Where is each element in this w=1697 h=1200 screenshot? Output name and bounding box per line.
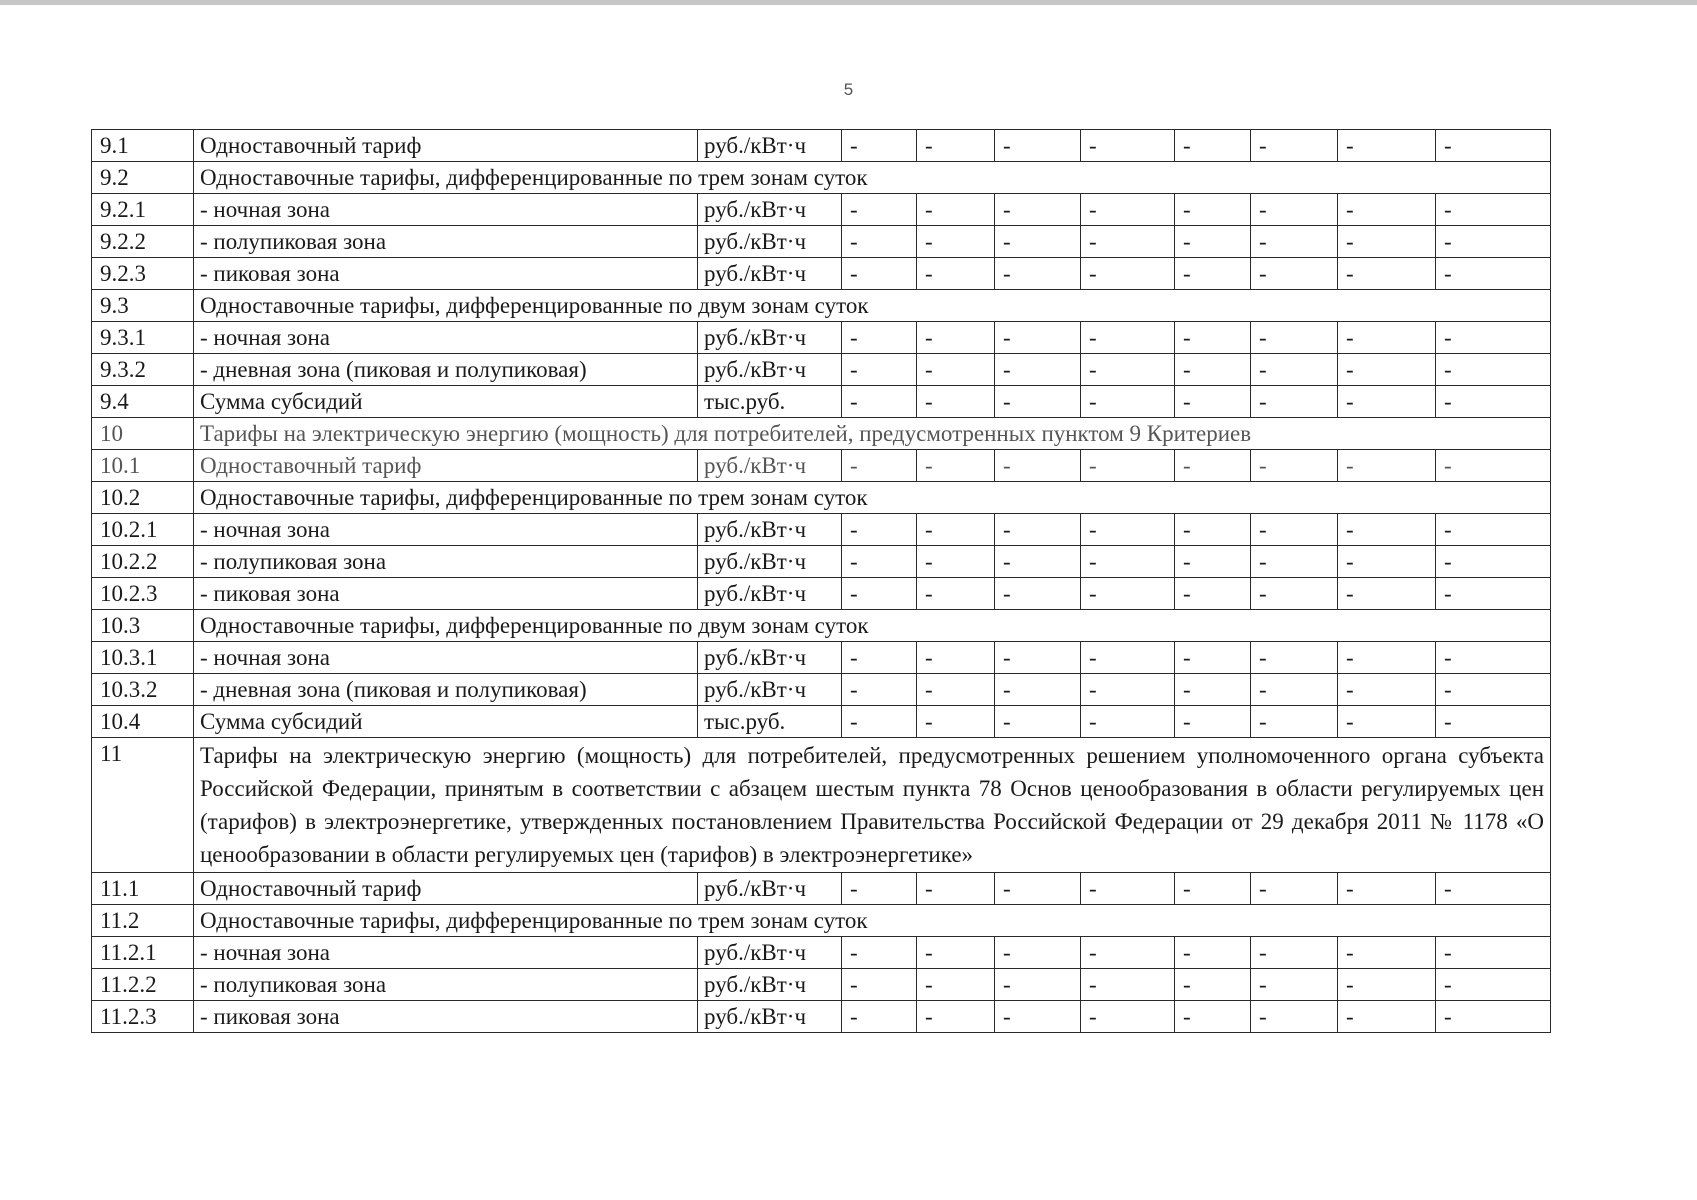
table-row — [92, 258, 1551, 290]
value-cell: - — [1081, 258, 1175, 290]
value-cell: - — [1436, 969, 1551, 1001]
value-cell: - — [1436, 546, 1551, 578]
row-label: Одноставочный тариф — [194, 130, 698, 162]
value-cell: - — [917, 226, 995, 258]
value-cell: - — [1251, 1001, 1338, 1033]
value-cell: - — [1251, 130, 1338, 162]
value-cell: - — [1436, 873, 1551, 905]
row-number: 11.2 — [92, 905, 194, 937]
row-number: 10 — [92, 418, 194, 450]
row-number: 10.3.2 — [92, 674, 194, 706]
value-cell: - — [1338, 1001, 1436, 1033]
value-cell: - — [1251, 674, 1338, 706]
value-cell: - — [1436, 578, 1551, 610]
value-cell: - — [1081, 322, 1175, 354]
value-cell: - — [1251, 258, 1338, 290]
value-cell: - — [842, 322, 917, 354]
row-number: 9.4 — [92, 386, 194, 418]
value-cell: - — [1338, 578, 1436, 610]
value-cell: - — [1175, 130, 1251, 162]
value-cell: - — [917, 578, 995, 610]
value-cell: - — [1338, 322, 1436, 354]
value-cell: - — [1436, 937, 1551, 969]
value-cell: - — [917, 130, 995, 162]
value-cell: - — [1081, 873, 1175, 905]
row-label: - пиковая зона — [194, 1001, 698, 1033]
row-number: 10.3 — [92, 610, 194, 642]
table-row — [92, 674, 1551, 706]
table-row — [92, 610, 1551, 642]
table-row — [92, 905, 1551, 937]
table-row — [92, 578, 1551, 610]
value-cell: - — [995, 546, 1081, 578]
value-cell: - — [995, 642, 1081, 674]
value-cell: - — [1251, 969, 1338, 1001]
value-cell: - — [842, 130, 917, 162]
value-cell: - — [1436, 258, 1551, 290]
value-cell: - — [1338, 194, 1436, 226]
table-row — [92, 226, 1551, 258]
unit-cell: руб./кВт·ч — [698, 258, 842, 290]
row-label: Одноставочный тариф — [194, 450, 698, 482]
value-cell: - — [1081, 386, 1175, 418]
unit-cell: руб./кВт·ч — [698, 937, 842, 969]
value-cell: - — [1175, 873, 1251, 905]
value-cell: - — [1251, 937, 1338, 969]
value-cell: - — [1338, 674, 1436, 706]
value-cell: - — [1081, 130, 1175, 162]
row-label: - ночная зона — [194, 937, 698, 969]
value-cell: - — [995, 873, 1081, 905]
row-number: 10.3.1 — [92, 642, 194, 674]
table-row — [92, 386, 1551, 418]
value-cell: - — [1175, 258, 1251, 290]
unit-cell: тыс.руб. — [698, 386, 842, 418]
row-label: - ночная зона — [194, 514, 698, 546]
value-cell: - — [842, 546, 917, 578]
table-row — [92, 450, 1551, 482]
value-cell: - — [1251, 226, 1338, 258]
value-cell: - — [1175, 226, 1251, 258]
row-number: 10.2.3 — [92, 578, 194, 610]
table-row — [92, 354, 1551, 386]
value-cell: - — [1175, 578, 1251, 610]
value-cell: - — [842, 1001, 917, 1033]
value-cell: - — [1081, 937, 1175, 969]
value-cell: - — [1081, 514, 1175, 546]
unit-cell: руб./кВт·ч — [698, 514, 842, 546]
unit-cell: руб./кВт·ч — [698, 578, 842, 610]
value-cell: - — [842, 706, 917, 738]
value-cell: - — [1175, 937, 1251, 969]
value-cell: - — [1251, 354, 1338, 386]
value-cell: - — [842, 258, 917, 290]
value-cell: - — [1251, 514, 1338, 546]
row-number: 9.2.2 — [92, 226, 194, 258]
value-cell: - — [842, 642, 917, 674]
row-number: 9.2 — [92, 162, 194, 194]
value-cell: - — [1175, 194, 1251, 226]
row-number: 9.2.3 — [92, 258, 194, 290]
row-number: 10.2.2 — [92, 546, 194, 578]
row-number: 9.3.1 — [92, 322, 194, 354]
unit-cell: руб./кВт·ч — [698, 226, 842, 258]
table-row — [92, 514, 1551, 546]
unit-cell: руб./кВт·ч — [698, 546, 842, 578]
value-cell: - — [995, 450, 1081, 482]
value-cell: - — [1081, 969, 1175, 1001]
value-cell: - — [1251, 386, 1338, 418]
table-row — [92, 969, 1551, 1001]
value-cell: - — [995, 226, 1081, 258]
value-cell: - — [1081, 674, 1175, 706]
row-number: 10.1 — [92, 450, 194, 482]
value-cell: - — [1081, 1001, 1175, 1033]
table-row — [92, 873, 1551, 905]
row-label: - ночная зона — [194, 642, 698, 674]
value-cell: - — [917, 546, 995, 578]
value-cell: - — [1251, 194, 1338, 226]
value-cell: - — [1081, 194, 1175, 226]
unit-cell: руб./кВт·ч — [698, 969, 842, 1001]
row-label: Одноставочные тарифы, дифференцированные по трем зонам суток — [194, 905, 1551, 937]
table-row — [92, 194, 1551, 226]
value-cell: - — [917, 642, 995, 674]
row-label: - дневная зона (пиковая и полупиковая) — [194, 354, 698, 386]
unit-cell: руб./кВт·ч — [698, 873, 842, 905]
value-cell: - — [917, 514, 995, 546]
value-cell: - — [1175, 386, 1251, 418]
value-cell: - — [1338, 130, 1436, 162]
value-cell: - — [1436, 514, 1551, 546]
value-cell: - — [1436, 674, 1551, 706]
row-label: Сумма субсидий — [194, 386, 698, 418]
table-row — [92, 937, 1551, 969]
value-cell: - — [842, 450, 917, 482]
value-cell: - — [1251, 546, 1338, 578]
value-cell: - — [842, 354, 917, 386]
row-number: 9.1 — [92, 130, 194, 162]
value-cell: - — [842, 578, 917, 610]
row-number: 10.4 — [92, 706, 194, 738]
unit-cell: руб./кВт·ч — [698, 354, 842, 386]
value-cell: - — [1338, 937, 1436, 969]
value-cell: - — [1338, 514, 1436, 546]
value-cell: - — [1081, 546, 1175, 578]
row-number: 11.1 — [92, 873, 194, 905]
value-cell: - — [917, 969, 995, 1001]
row-number: 11.2.3 — [92, 1001, 194, 1033]
value-cell: - — [995, 578, 1081, 610]
row-number: 11.2.2 — [92, 969, 194, 1001]
value-cell: - — [995, 969, 1081, 1001]
value-cell: - — [1175, 674, 1251, 706]
row-number: 10.2.1 — [92, 514, 194, 546]
value-cell: - — [1338, 642, 1436, 674]
value-cell: - — [917, 674, 995, 706]
value-cell: - — [1436, 226, 1551, 258]
row-label: Одноставочный тариф — [194, 873, 698, 905]
unit-cell: руб./кВт·ч — [698, 322, 842, 354]
value-cell: - — [1251, 450, 1338, 482]
table-row — [92, 546, 1551, 578]
value-cell: - — [842, 873, 917, 905]
value-cell: - — [1338, 450, 1436, 482]
unit-cell: руб./кВт·ч — [698, 194, 842, 226]
value-cell: - — [1251, 706, 1338, 738]
value-cell: - — [1436, 194, 1551, 226]
value-cell: - — [1175, 322, 1251, 354]
value-cell: - — [842, 937, 917, 969]
value-cell: - — [1251, 322, 1338, 354]
row-label: - полупиковая зона — [194, 226, 698, 258]
value-cell: - — [842, 969, 917, 1001]
row-label: - пиковая зона — [194, 578, 698, 610]
row-number: 10.2 — [92, 482, 194, 514]
row-label: Одноставочные тарифы, дифференцированные по двум зонам суток — [194, 290, 1551, 322]
value-cell: - — [1081, 354, 1175, 386]
value-cell: - — [1175, 969, 1251, 1001]
page-number: 5 — [843, 80, 854, 99]
value-cell: - — [1436, 354, 1551, 386]
value-cell: - — [995, 258, 1081, 290]
value-cell: - — [917, 322, 995, 354]
value-cell: - — [917, 937, 995, 969]
value-cell: - — [1251, 642, 1338, 674]
tariff-table — [91, 129, 1551, 1033]
value-cell: - — [842, 194, 917, 226]
table-row — [92, 642, 1551, 674]
value-cell: - — [1175, 354, 1251, 386]
row-label: Сумма субсидий — [194, 706, 698, 738]
table-row — [92, 482, 1551, 514]
value-cell: - — [917, 258, 995, 290]
table-row — [92, 130, 1551, 162]
value-cell: - — [842, 674, 917, 706]
table-row — [92, 290, 1551, 322]
value-cell: - — [1436, 706, 1551, 738]
value-cell: - — [1081, 706, 1175, 738]
row-label: Одноставочные тарифы, дифференцированные по трем зонам суток — [194, 162, 1551, 194]
row-label: - полупиковая зона — [194, 546, 698, 578]
value-cell: - — [995, 706, 1081, 738]
value-cell: - — [917, 194, 995, 226]
row-number: 11 — [92, 738, 194, 873]
table-row — [92, 322, 1551, 354]
value-cell: - — [1436, 130, 1551, 162]
table-row — [92, 738, 1551, 873]
value-cell: - — [917, 706, 995, 738]
row-number: 11.2.1 — [92, 937, 194, 969]
value-cell: - — [1436, 322, 1551, 354]
value-cell: - — [917, 1001, 995, 1033]
value-cell: - — [1338, 258, 1436, 290]
row-number: 9.2.1 — [92, 194, 194, 226]
table-row — [92, 162, 1551, 194]
value-cell: - — [1081, 642, 1175, 674]
value-cell: - — [1251, 578, 1338, 610]
row-number: 9.3.2 — [92, 354, 194, 386]
value-cell: - — [917, 386, 995, 418]
value-cell: - — [1175, 642, 1251, 674]
value-cell: - — [995, 937, 1081, 969]
value-cell: - — [1251, 873, 1338, 905]
value-cell: - — [995, 1001, 1081, 1033]
value-cell: - — [1175, 514, 1251, 546]
value-cell: - — [1081, 450, 1175, 482]
value-cell: - — [842, 226, 917, 258]
value-cell: - — [1436, 1001, 1551, 1033]
value-cell: - — [1436, 386, 1551, 418]
unit-cell: руб./кВт·ч — [698, 1001, 842, 1033]
unit-cell: руб./кВт·ч — [698, 642, 842, 674]
value-cell: - — [917, 873, 995, 905]
value-cell: - — [1436, 450, 1551, 482]
row-label: Одноставочные тарифы, дифференцированные по трем зонам суток — [194, 482, 1551, 514]
value-cell: - — [1338, 873, 1436, 905]
value-cell: - — [995, 386, 1081, 418]
value-cell: - — [1338, 354, 1436, 386]
value-cell: - — [1338, 969, 1436, 1001]
row-label: Одноставочные тарифы, дифференцированные по двум зонам суток — [194, 610, 1551, 642]
value-cell: - — [1338, 226, 1436, 258]
value-cell: - — [1081, 226, 1175, 258]
table-row — [92, 418, 1551, 450]
value-cell: - — [842, 514, 917, 546]
scan-top-edge — [0, 0, 1697, 5]
row-label: - дневная зона (пиковая и полупиковая) — [194, 674, 698, 706]
value-cell: - — [1175, 706, 1251, 738]
value-cell: - — [1338, 706, 1436, 738]
row-label: - ночная зона — [194, 194, 698, 226]
value-cell: - — [1175, 1001, 1251, 1033]
value-cell: - — [1175, 546, 1251, 578]
value-cell: - — [917, 450, 995, 482]
value-cell: - — [1338, 386, 1436, 418]
value-cell: - — [1338, 546, 1436, 578]
row-label: Тарифы на электрическую энергию (мощность) для потребителей, предусмотренных пунктом 9 Критериев — [194, 418, 1551, 450]
row-label: - полупиковая зона — [194, 969, 698, 1001]
value-cell: - — [1175, 450, 1251, 482]
value-cell: - — [995, 130, 1081, 162]
value-cell: - — [1081, 578, 1175, 610]
value-cell: - — [917, 354, 995, 386]
row-number: 9.3 — [92, 290, 194, 322]
value-cell: - — [995, 354, 1081, 386]
row-label: - пиковая зона — [194, 258, 698, 290]
value-cell: - — [995, 322, 1081, 354]
value-cell: - — [995, 194, 1081, 226]
unit-cell: руб./кВт·ч — [698, 130, 842, 162]
row-label: - ночная зона — [194, 322, 698, 354]
unit-cell: тыс.руб. — [698, 706, 842, 738]
value-cell: - — [995, 674, 1081, 706]
unit-cell: руб./кВт·ч — [698, 450, 842, 482]
value-cell: - — [842, 386, 917, 418]
value-cell: - — [995, 514, 1081, 546]
row-label: Тарифы на электрическую энергию (мощность) для потребителей, предусмотренных решением уполномоченного органа субъекта Российской Федерации, принятым в соответствии с абзацем шестым пункта 78 Основ ценообразования в области регулируемых цен (тарифов) в электроэнергетике, утвержденных постановлением Правительства Российской Федерации от 29 декабря 2011 № 1178 «О ценообразовании в области регулируемых цен (тарифов) в электроэнергетике» — [194, 738, 1551, 873]
unit-cell: руб./кВт·ч — [698, 674, 842, 706]
table-row — [92, 706, 1551, 738]
value-cell: - — [1436, 642, 1551, 674]
table-row — [92, 1001, 1551, 1033]
